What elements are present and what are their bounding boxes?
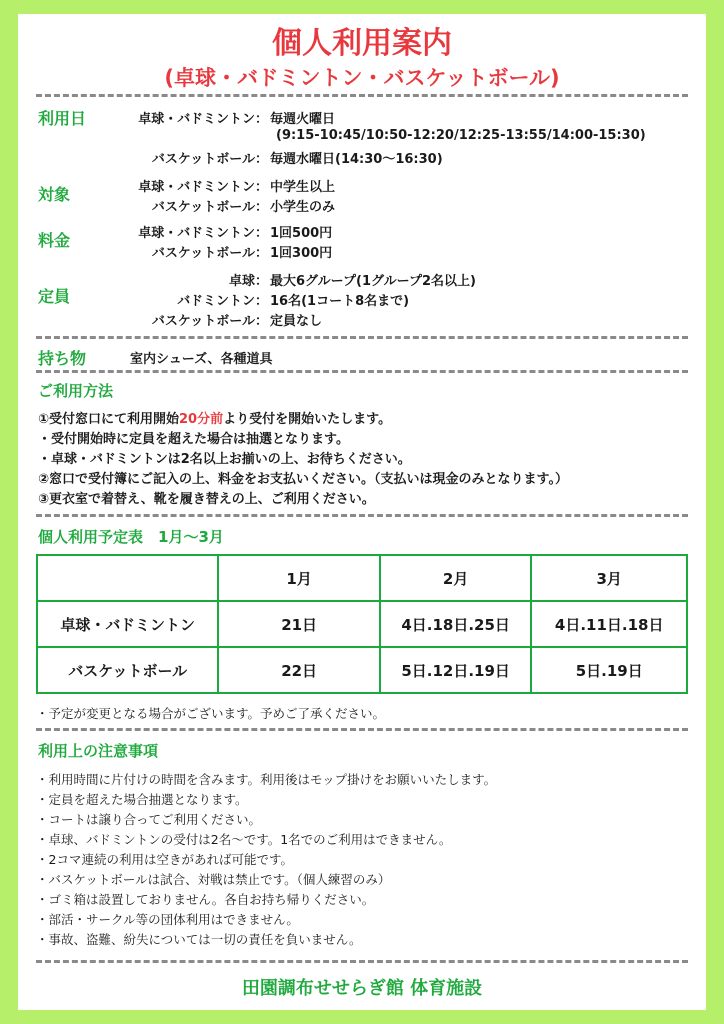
notes-item: ・2コマ連続の利用は空きがあれば可能です。 bbox=[36, 852, 293, 867]
target-label: 対象 bbox=[38, 185, 71, 204]
row-key: バスケットボール： bbox=[151, 200, 268, 215]
row-value: 16名(1コート8名まで) bbox=[270, 294, 410, 309]
notes-heading: 利用上の注意事項 bbox=[38, 742, 159, 760]
notes-item: ・卓球、バドミントンの受付は2名〜です。1名でのご利用はできません。 bbox=[36, 832, 452, 847]
table-cell bbox=[37, 555, 218, 601]
how-to-highlight: 20分前 bbox=[179, 412, 224, 427]
row-value: 中学生以上 bbox=[270, 180, 336, 195]
flyer-sheet bbox=[18, 14, 706, 1010]
notes-item: ・バスケットボールは試合、対戦は禁止です。（個人練習のみ） bbox=[36, 872, 391, 887]
table-cell: 21日 bbox=[218, 601, 379, 647]
page-title: 個人利用案内 bbox=[272, 26, 452, 61]
row-value: 定員なし bbox=[270, 314, 323, 329]
row-key: バスケットボール： bbox=[151, 314, 268, 329]
notes-item: ・コートは譲り合ってご利用ください。 bbox=[36, 812, 262, 827]
row-key: バスケットボール： bbox=[151, 152, 268, 167]
usage-day-times: (9:15-10:45/10:50-12:20/12:25-13:55/14:00-15:30) bbox=[276, 128, 646, 143]
belongings-value: 室内シューズ、各種道具 bbox=[130, 352, 273, 367]
table-header: 3月 bbox=[531, 555, 687, 601]
table-header: 1月 bbox=[218, 555, 379, 601]
schedule-table bbox=[36, 554, 688, 694]
schedule-heading: 個人利用予定表 1月〜3月 bbox=[38, 528, 224, 546]
divider bbox=[36, 336, 688, 339]
belongings-label: 持ち物 bbox=[38, 349, 87, 368]
row-value: 1回500円 bbox=[270, 226, 333, 241]
divider bbox=[36, 514, 688, 517]
table-cell: 4日.18日.25日 bbox=[380, 601, 532, 647]
capacity-label: 定員 bbox=[38, 287, 71, 306]
row-value: 最大6グループ(1グループ2名以上) bbox=[270, 274, 476, 289]
table-header: 2月 bbox=[380, 555, 532, 601]
table-header-row bbox=[37, 555, 687, 601]
divider bbox=[36, 370, 688, 373]
how-to-line: ・受付開始時に定員を超えた場合は抽選となります。 bbox=[38, 432, 349, 447]
row-value: 1回300円 bbox=[270, 246, 333, 261]
divider bbox=[36, 728, 688, 731]
divider bbox=[36, 960, 688, 963]
how-to-line: ③更衣室で着替え、靴を履き替えの上、ご利用ください。 bbox=[38, 492, 375, 507]
how-to-text: より受付を開始いたします。 bbox=[223, 412, 392, 427]
how-to-line bbox=[38, 408, 391, 427]
notes-item: ・利用時間に片付けの時間を含みます。利用後はモップ掛けをお願いいたします。 bbox=[36, 772, 497, 787]
how-to-text: ①受付窓口にて利用開始 bbox=[38, 412, 180, 427]
table-cell: 卓球・バドミントン bbox=[37, 601, 218, 647]
table-cell: バスケットボール bbox=[37, 647, 218, 693]
schedule-note: ・予定が変更となる場合がございます。予めご了承ください。 bbox=[36, 706, 386, 721]
table-cell: 5日.19日 bbox=[531, 647, 687, 693]
notes-item: ・定員を超えた場合抽選となります。 bbox=[36, 792, 248, 807]
row-key: バドミントン： bbox=[177, 294, 268, 309]
footer-facility-name: 田園調布せせらぎ館 体育施設 bbox=[241, 978, 483, 999]
table-row bbox=[37, 647, 687, 693]
notes-item: ・部活・サークル等の団体利用はできません。 bbox=[36, 912, 299, 927]
row-key: 卓球・バドミントン： bbox=[138, 112, 268, 127]
row-value: 毎週火曜日 bbox=[270, 112, 336, 127]
usage-day-label: 利用日 bbox=[38, 109, 87, 128]
table-cell: 4日.11日.18日 bbox=[531, 601, 687, 647]
page-subtitle: (卓球・バドミントン・バスケットボール) bbox=[164, 66, 560, 90]
table-cell: 22日 bbox=[218, 647, 379, 693]
row-key: 卓球・バドミントン： bbox=[138, 226, 268, 241]
table-row bbox=[37, 601, 687, 647]
row-value: 小学生のみ bbox=[270, 200, 336, 215]
notes-item: ・事故、盗難、紛失については一切の責任を負いません。 bbox=[36, 932, 362, 947]
row-key: 卓球・バドミントン： bbox=[138, 180, 268, 195]
row-key: 卓球： bbox=[228, 274, 268, 289]
row-value: 毎週水曜日(14:30〜16:30) bbox=[270, 152, 443, 167]
how-to-heading: ご利用方法 bbox=[38, 382, 114, 400]
notes-item: ・ゴミ箱は設置しておりません。各自お持ち帰りください。 bbox=[36, 892, 375, 907]
how-to-line: ・卓球・バドミントンは2名以上お揃いの上、お待ちください。 bbox=[38, 452, 411, 467]
row-key: バスケットボール： bbox=[151, 246, 268, 261]
how-to-line: ②窓口で受付簿にご記入の上、料金をお支払いください。（支払いは現金のみとなります。） bbox=[38, 472, 568, 487]
table-cell: 5日.12日.19日 bbox=[380, 647, 532, 693]
fee-label: 料金 bbox=[38, 231, 71, 250]
divider bbox=[36, 94, 688, 97]
